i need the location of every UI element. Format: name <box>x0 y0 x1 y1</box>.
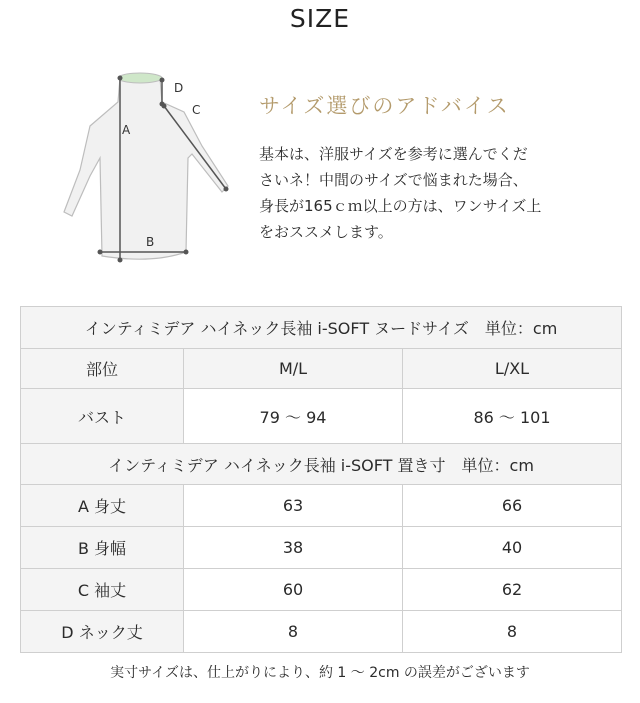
label-b: B <box>146 235 155 249</box>
table-row <box>21 611 622 653</box>
garment-measurement-diagram <box>56 66 246 276</box>
row-value-ml: 63 <box>184 485 403 527</box>
table-row <box>21 389 622 444</box>
advice-line: さいネ！中間のサイズで悩まれた場合、 <box>259 171 528 189</box>
row-part: A 身丈 <box>21 485 184 527</box>
row-value-ml: 60 <box>184 569 403 611</box>
nude-size-header: インティミデア ハイネック長袖 i-SOFT ヌードサイズ 単位：cm <box>21 307 622 349</box>
column-header-part: 部位 <box>21 349 184 389</box>
row-value-lxl: 66 <box>403 485 622 527</box>
label-c: C <box>192 103 201 117</box>
neck-highlight <box>118 73 162 83</box>
table-row <box>21 527 622 569</box>
size-table <box>20 306 622 653</box>
flat-size-header: インティミデア ハイネック長袖 i-SOFT 置き寸 単位：cm <box>21 444 622 485</box>
label-a: A <box>122 123 131 137</box>
advice-line: をおススメします。 <box>259 223 393 241</box>
row-value-ml: 79 ～ 94 <box>184 389 403 444</box>
turtleneck-illustration <box>56 66 246 276</box>
garment-shape <box>64 78 228 259</box>
row-part: D ネック丈 <box>21 611 184 653</box>
column-header-ml: M/L <box>184 349 403 389</box>
advice-heading: サイズ選びのアドバイス <box>259 94 510 118</box>
advice-text <box>259 141 609 245</box>
column-header-lxl: L/XL <box>403 349 622 389</box>
row-value-ml: 8 <box>184 611 403 653</box>
page-title: SIZE <box>289 4 351 33</box>
table-row <box>21 569 622 611</box>
row-value-lxl: 8 <box>403 611 622 653</box>
advice-line: 基本は、洋服サイズを参考に選んでくだ <box>259 145 528 163</box>
advice-line: 身長が165ｃｍ以上の方は、ワンサイズ上 <box>259 197 542 215</box>
row-part: B 身幅 <box>21 527 184 569</box>
table-row <box>21 485 622 527</box>
label-d: D <box>174 81 184 95</box>
row-value-lxl: 86 ～ 101 <box>403 389 622 444</box>
row-value-ml: 38 <box>184 527 403 569</box>
footnote: 実寸サイズは、仕上がりにより、約 1 ～ 2cm の誤差がございます <box>110 665 530 681</box>
row-part: C 袖丈 <box>21 569 184 611</box>
row-value-lxl: 62 <box>403 569 622 611</box>
row-value-lxl: 40 <box>403 527 622 569</box>
row-part: バスト <box>21 389 184 444</box>
